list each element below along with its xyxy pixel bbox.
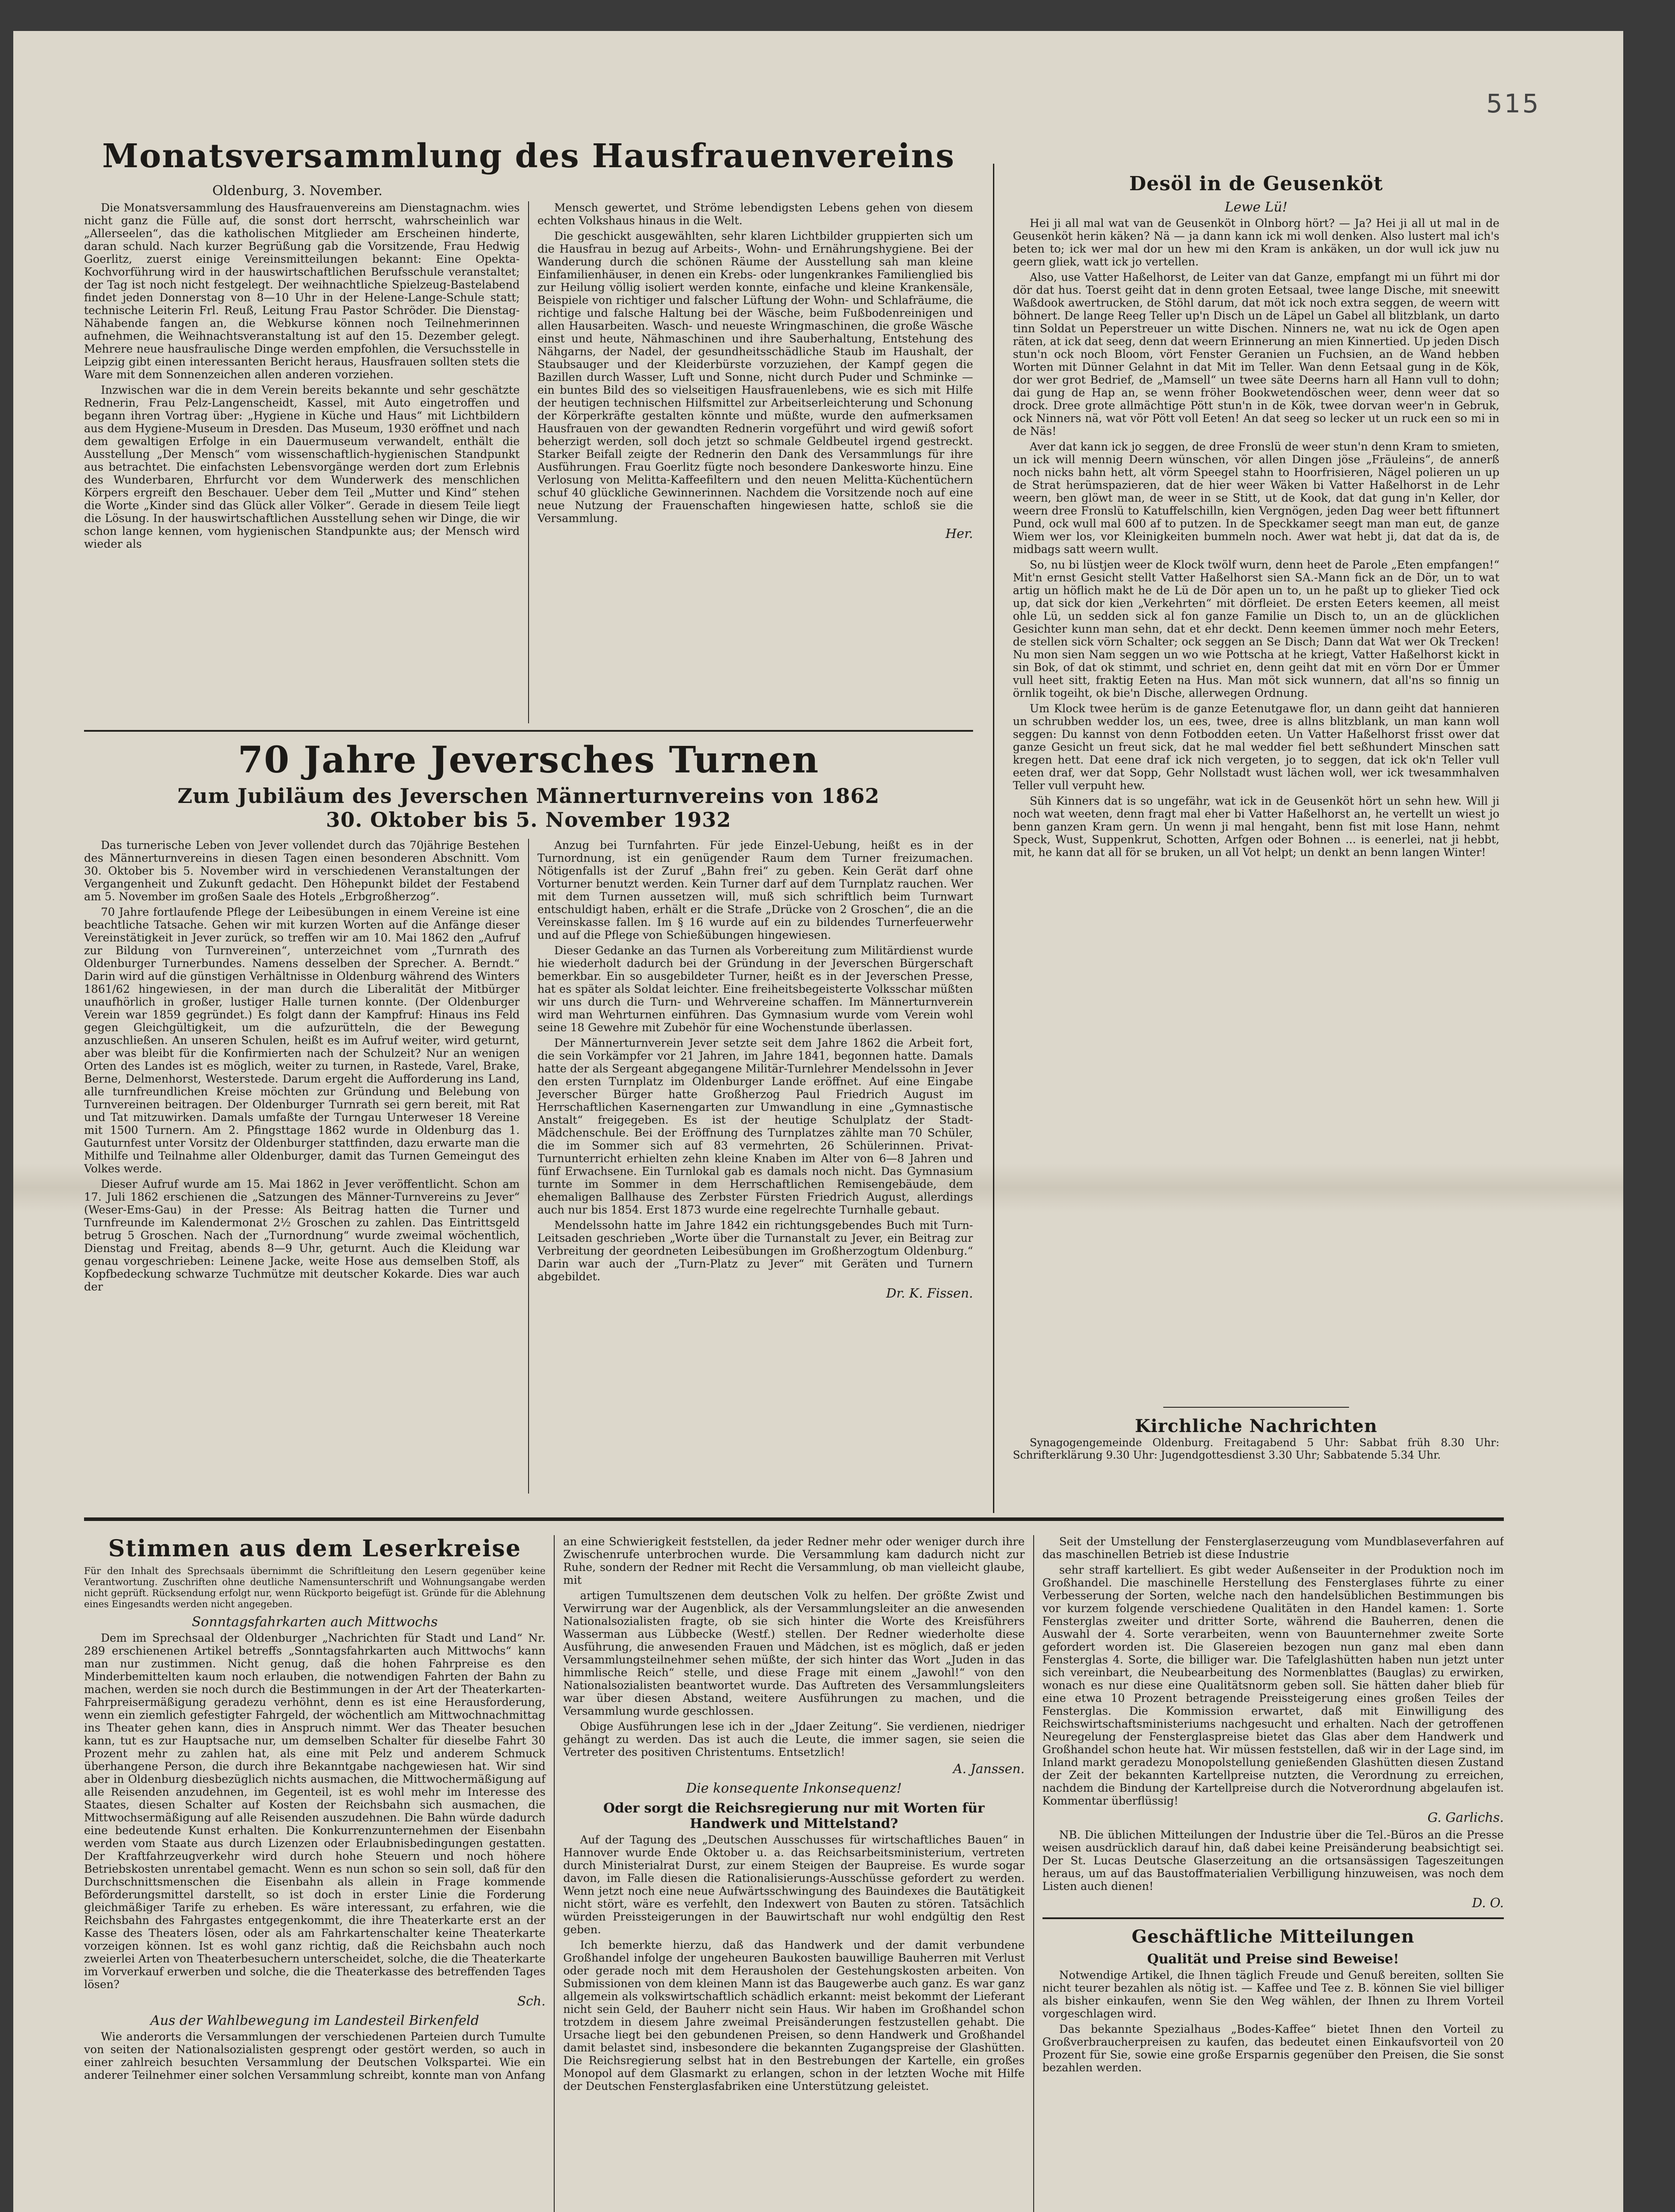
article-body — [84, 1535, 1504, 2212]
paragraph: sehr straff kartelliert. Es gibt weder Außenseiter in der Produktion noch im Großhandel. Die maschinelle Herstellung des Fensterglases führte zu einer Verbesserung der Sorten, welche nach den handelsüblichen Bestimmungen bis vor kurzem folgende verschiedene Qualitäten in den Handel kamen: 1. Sorte Fensterglas zweiter und dritter Sorte, während die Bauherren, denen die Auswahl der 4. Sorte verarbeiten, wenn von Bauunternehmer zweite Sorte gefordert worden ist. Die Glasereien bezogen nun ganz mal eben dann Fensterglas 4. Sorte, die billiger war. Die Tafelglashütten haben nun jetzt unter sich vereinbart, die Neubearbeitung des Normenblattes (Bauglas) zu erwirken, wonach es nur diese eine Qualitätsnorm geben soll. Sie hätten daher blieb für eine etwa 10 Prozent betragende Preissteigerung eines großen Teiles der Fensterglas. Die Kommission erwartet, daß mit Einwilligung des Reichswirtschaftsministeriums nachgesucht und erhalten. Nach der getroffenen Neuregelung der Fensterglaspreise bietet das Glas aber dem Handwerk und Großhandel schon heute hat. Wir müssen feststellen, daß wir in der Lage sind, im Inland markt geradezu Monopolstellung genießenden Glashütten diesen Zustand der Zeit der bekannten Kartellpreise nutzten, die Verordnung zu erreichen, nachdem die Bindung der Kartellpreise durch die Notverordnung abgelaufen ist. Kommentar überflüssig! — [1042, 1563, 1504, 1807]
paragraph: NB. Die üblichen Mitteilungen der Industrie über die Tel.-Büros an die Presse weisen ausdrücklich darauf hin, daß dabei keine Preisänderung beabsichtigt sei. Der St. Lucas Deutsche Glaserzeitung an die ortsansässigen Tageszeitungen heraus, um auf das Baustoffmaterialien Verbilligung hinzuweisen, was noch dem Listen auch dienen! — [1042, 1828, 1504, 1893]
paragraph: Wie anderorts die Versammlungen der verschiedenen Parteien durch Tumulte von seiten der Nationalsozialisten gesprengt oder gestört werden, so auch in einer zahlreich besuchten Versammlung der Deutschen Volkspartei. Wie ein anderer Teilnehmer einer solchen Versammlung schreibt, konnte man von Anfang an eine Schwierigkeit feststellen, da jeder Redner mehr oder weniger durch ihre Zwischenrufe unterbrochen wurde. Die Versammlung kam dadurch nicht zur Ruhe, sondern der Redner mit Recht die Versammlung, ob man vielleicht glaube, mit — [84, 1535, 1025, 2081]
headline-geschaeftlich: Geschäftliche Mitteilungen — [1131, 1926, 1414, 1947]
subtitle-turnen: Zum Jubiläum des Jeverschen Männerturnvereins von 1862 — [177, 784, 880, 808]
paragraph: Dem im Sprechsaal der Oldenburger „Nachrichten für Stadt und Land“ Nr. 289 erschienenen Artikel betreffs „Sonntagsfahrkarten auch Mittwochs“ kann man nur zustimmen. Nicht genug, daß die hohen Fahrpreise es den Minderbemittelten kaum noch erlauben, die notwendigen Fahrten der Bahn zu machen, werden sie noch durch die Bestimmungen in der Art der Theaterkarten-Fahrpreisermäßigung geradezu verhöhnt, denn es ist eine Herausforderung, wenn ein ziemlich gefestigter Fahrgeld, der wöchentlich am Mittwochnachmittag ins Theater gehen kann, dies in Anspruch nimmt. Wer das Theater besuchen kann, tut es zur Hauptsache nur, um demselben Schalter für dieselbe Fahrt 30 Prozent mehr zu zahlen hat, als eine mit Pelz und anderem Schmuck überhangene Person, die durch ihre Bekanntgabe nachgewiesen hat. Wir sind aber in Oldenburg diesbezüglich nichts ausmachen, die Mittwochermäßigung auf alle Reisenden anzudehnen, im Gegenteil, ist es wohl mehr im Interesse des Staates, diesen Schalter auf Kosten der Reichsbahn sich ausmachen, die Mittwochsermäßigung auf alle Reisenden auszudehnen. Die Bahn würde dadurch eine bedeutende Kunst erhalten. Die Konkurrenzunternehmen der Eisenbahn werden vom Staate aus durch Lizenzen oder Erlaubnisbedingungen gestatten. Der Kraftfahrzeugverkehr wird durch hohe Steuern und noch höhere Betriebskosten unrentabel gemacht. Wenn es nun schon so sein soll, daß für den Durchschnittsmenschen die Eisenbahn als allein in Frage kommende Beförderungsmittel darstellt, so ist doch in erster Linie die Forderung gleichmäßiger Tarife zu erheben. Es wäre interessant, zu erfahren, wie die Reichsbahn des Fahrgastes entgegenkommt, die ihre Theaterkarte erst an der Kasse des Theaters lösen, oder als am Fahrkartenschalter keine Theaterkarte vorzeigen können. Ist es wohl ganz richtig, daß die Reichsbahn auch noch zweierlei Arten von Theaterbesuchern unterscheidet, solche, die die Theaterkarte im Vorverkauf erwerben und solche, die die Theaterkasse des betreffenden Tages lösen? — [84, 1632, 546, 1991]
dates-turnen: 30. Oktober bis 5. November 1932 — [326, 808, 732, 832]
paragraph: Also, use Vatter Haßelhorst, de Leiter van dat Ganze, empfangt mi un führt mi dor dör dat hus. Toerst geiht dat in denn groten Eetsaal, twee lange Dische, mit sneewitt Waßdook awertrucken, de Stöhl darum, dat möt ick noch extra seggen, de weern witt böhnert. De lange Reeg Teller up'n Disch un de Läpel un Gabel all blitzblank, un darto tinn Soldat un Peperstreuer un witte Dischen. Ninners ne, wat nu ick de Ogen apen räten, at ick dat seeg, denn dat weern Erinnerung an mien Kinnertied. Up jeden Disch stun'n ock noch Bloom, vört Fenster Geranien un Fuchsien, an de Wand hebben Worten mit Dünner Gelahnt in dat Mit im Teller. Wan denn Eetsaal gung in de Kök, dor wer grot Bedrief, de „Mamsell“ un twee säte Deerns harn all Hann vull to dohn; dai gung de Hap an, se wenn fröher Bookwetendöschen weer, denn weer dat so drock. Dree grote allmächtige Pött stun'n in de Kök, twee dorvan weer'n in Gebruk, ock Ninners nä, wat vör Pött voll Eeten! An dat seeg so lecker ut un ruck een so mi in de Näs! — [1013, 271, 1499, 438]
headline-stimmen: Stimmen aus dem Leserkreise — [108, 1535, 521, 1562]
newspaper-page — [13, 31, 1623, 2212]
paragraph: Inzwischen war die in dem Verein bereits bekannte und sehr geschätzte Rednerin, Frau Pelz-Langenscheidt, Kassel, mit Auto eingetroffen und begann ihren Vortrag über: „Hygiene in Küche und Haus“ mit Lichtbildern aus dem Hygiene-Museum in Dresden. Das Museum, 1930 eröffnet und nach dem gewaltigen Erfolge in ein Dauermuseum verwandelt, enthält die Ausstellung „Der Mensch“ vom wissenschaftlich-hygienischen Standpunkt aus betrachtet. Die einfachsten Lebensvorgänge werden dort zum Erlebnis des Wunderbaren, Ehrfurcht vor dem Wunderwerk des menschlichen Körpers ergreift den Beschauer. Ueber dem Teil „Mutter und Kind“ stehen die Worte „Kinder sind das Glück aller Völker“. Gerade in diesem Teile liegt die Lösung. In der hauswirtschaftlichen Ausstellung sehen wir Dinge, die wir schon lange kennen, vom hygienischen Standpunkte aus; der Mensch wird wieder als — [84, 384, 520, 550]
headline-desoel: Desöl in de Geusenköt — [1129, 173, 1383, 195]
paragraph: Um Klock twee herüm is de ganze Eetenutgawe flor, un dann geiht dat hannieren un schrubben wedder los, un ees, twee, dree is allns blitzblank, un man kann woll seggen: Du kannst von denn Fotbodden eeten. Un Vatter Haßelhorst frisst ower dat ganze Gesicht un freut sick, dat he mal wedder fiel bett seßhundert Minschen satt kregen hett. Dat eene draf ick nich vergeten, jo to seggen, dat ick ok'n Teller vull eeten draf, wer dat Sopp, Gehr Nollstadt wust lächen woll, wer ick twesammhalven Teller vull verpuht hew. — [1013, 702, 1499, 792]
paragraph: Der Männerturnverein Jever setzte seit dem Jahre 1862 die Arbeit fort, die sein Vorkämpfer vor 21 Jahren, im Jahre 1841, begonnen hatte. Damals hatte der als Sergeant abgegangene Militär-Turnlehrer Mendelssohn in Jever den ersten Turnplatz im Oldenburger Lande eröffnet. Auf eine Eingabe Jeverscher Bürger hatte Großherzog Paul Friedrich August im Herrschaftlichen Kasernengarten zur Umwandlung in eine „Gymnastische Anstalt“ freigegeben. Es ist der heutige Schulplatz der Stadt-Mädchenschule. Bei der Eröffnung des Turnplatzes zählte man 70 Schüler, die im Sommer sich auf 83 vermehrten, 26 Schülerinnen. Privat-Turnunterricht erhielten zehn kleine Knaben im Alter von 6—8 Jahren und fünf Erwachsene. Ein Turnlokal gab es damals noch nicht. Das Gymnasium turnte im Sommer in dem Herrschaftlichen Remisengebäude, dem ehemaligen Ballhause des Zerbster Fürsten Friedrich August, allerdings auch nur bis 1854. Erst 1873 wurde eine regelrechte Turnhalle gebaut. — [537, 1037, 973, 1216]
signature: A. Janssen. — [953, 1761, 1025, 1776]
signature: D. O. — [1472, 1895, 1504, 1910]
subhead: Oder sorgt die Reichsregierung nur mit Worten für Handwerk und Mittelstand? — [603, 1801, 985, 1832]
paragraph: Auf der Tagung des „Deutschen Ausschusses für wirtschaftliches Bauen“ in Hannover wurde Ende Oktober u. a. das Reichsarbeitsministerium, vertreten durch Ministerialrat Durst, zur einem Steigen der Baupreise. Es wurde sogar davon, im Falle diesen die Rationalisierungs-Ausschüsse gefordert zu werden. Wenn jetzt noch eine neue Aufwärtsschwingung des Bauindexes die Bautätigkeit nicht stört, wäre es verfehlt, den Indexwert von Bauten zu stören. Tatsächlich würden Preissteigerungen in der Bauwirtschaft nur wohl endgültig den Rest geben. — [563, 1833, 1025, 1936]
divider — [84, 730, 973, 732]
paragraph: Dieser Gedanke an das Turnen als Vorbereitung zum Militärdienst wurde hie wiederholt dadurch bei der Gründung in der Jeverschen Bürgerschaft bemerkbar. Ein so ausgebildeter Turner, heißt es in der Jeverschen Presse, hat es später als Soldat leichter. Eine freiheitsbegeisterte Volksschar müßten wir uns durch die Turn- und Wehrvereine schaffen. Im Männerturnverein wird man Wehrturnen einführen. Das Gymnasium wurde vom Verein wohl seine 18 Gewehre mit Zubehör für eine Wochenstunde überlassen. — [537, 944, 973, 1034]
subhead: Sonntagsfahrkarten auch Mittwochs — [192, 1614, 438, 1630]
section-divider — [84, 1517, 1504, 1521]
paragraph: Hei ji all mal wat van de Geusenköt in Olnborg hört? — Ja? Hei ji all ut mal in de Geusenköt herin käken? Nä — ja dann kann ick mi woll denken. Also lustert mal ich's beten to; ick wer mal dor un hew mi den Kram is ankäken, un dor wull ick juw nu geern gliek, watt ick jo vertellen. — [1013, 217, 1499, 268]
paragraph: Ich bemerkte hierzu, daß das Handwerk und der damit verbundene Großhandel infolge der ungeheuren Baukosten bauwillige Bauherren mit Verlust oder gerade noch mit dem Herausholen der Gestehungskosten arbeiten. Von Submissionen von dem kleinen Mann ist das Baugewerbe auch ganz. Es war ganz allgemein als volkswirtschaftlich schädlich erkannt: meist bekommt der Lieferant nicht sein Geld, der Bauherr nicht sein Haus. Wir haben im Großhandel schon trotzdem in diesem Jahre zweimal Preisänderungen festzustellen gehabt. Die Ursache liegt bei den gebundenen Preisen, so denn Handwerk und Großhandel damit belastet sind, insbesondere die bekannten Zugangspreise der Glashütten. Die Reichsregierung selbst hat in den Bestrebungen der Kartelle, ein großes Monopol auf dem Glasmarkt zu erlangen, schon in der letzten Woche mit Hilfe der Deutschen Fensterglasfabriken eine Unterstützung geleistet. — [563, 1939, 1025, 2093]
article-desoel — [1013, 173, 1499, 1394]
subhead: Qualität und Preise sind Beweise! — [1147, 1951, 1399, 1967]
paragraph: Mensch gewertet, und Ströme lebendigsten Lebens gehen von diesem echten Volkshaus hinaus in die Welt. — [537, 201, 973, 227]
signature: Her. — [945, 526, 973, 541]
paragraph: artigen Tumultszenen dem deutschen Volk zu helfen. Der größte Zwist und Verwirrung war der Augenblick, als der Versammlungsleiter an die anwesenden Nationalsozialisten fragte, ob sie sich hinter die Worte des Kreisführers Wasserman aus Lübbecke (Westf.) stellen. Der Redner wiederholte diese Ausführung, die anwesenden Frauen und Mädchen, ist es möglich, daß er jeden Versammlungsteilnehmer sehen müßte, der sich hinter das Wort „Juden in das himmlische Reich“ stelle, und diese Frage mit einem „Jawohl!“ von den Nationalsozialisten beantwortet wurde. Das Auftreten des Versammlungsleiters war über diesen Abstand, weitere Ausführungen zu machen, und die Versammlung wurde geschlossen. — [563, 1589, 1025, 1717]
paragraph: Das turnerische Leben von Jever vollendet durch das 70jährige Bestehen des Männerturnvereins in diesen Tagen einen besonderen Abschnitt. Vom 30. Oktober bis 5. November wird in verschiedenen Veranstaltungen der Vergangenheit und Zukunft gedacht. Den Höhepunkt bildet der Festabend am 5. November im großen Saale des Hotels „Erbgroßherzog“. — [84, 839, 520, 903]
paragraph: Die geschickt ausgewählten, sehr klaren Lichtbilder gruppierten sich um die Hausfrau in bezug auf Arbeits-, Wohn- und Ernährungshygiene. Bei der Wanderung durch die schönen Räume der Ausstellung sah man kleine Einfamilienhäuser, in denen ein Krebs- oder lungenkrankes Familienglied bis zur Heilung völlig isoliert werden konnte, einfache und kleine Krankensäle, Beispiele von richtiger und falscher Lüftung der Wohn- und Schlafräume, die richtige und falsche Haltung bei der Wäsche, beim Fußbodenreinigen und allen Hausarbeiten. Wasch- und neueste Wringmaschinen, die große Wäsche einst und heute, Nähmaschinen und ihre Sauberhaltung, Entstehung des Nähgarns, der Nadel, der gesundheitsschädliche Staub im Haushalt, der Staubsauger und der Kleiderbürste vorzuziehen, der Kampf gegen die Bazillen durch Wasser, Luft und Sonne, nicht durch Puder und Schminke — ein buntes Bild des so vielseitigen Hausfrauenlebens, wie es sich mit Hilfe der heutigen technischen Hilfsmittel zur Arbeitserleichterung und Schonung der Körperkräfte gestalten könnte und müßte, wurde den aufmerksamen Hausfrauen von der gewandten Rednerin vorgeführt und wird gewiß sofort beherzigt werden, soll doch jetzt so schmale Geldbeutel irgend gestreckt. Starker Beifall zeigte der Rednerin den Dank des Versammlungs für ihre Ausführungen. Frau Goerlitz fügte noch besondere Dankesworte hinzu. Eine Verlosung von Melitta-Kaffeefiltern und den neuen Melitta-Küchentüchern schuf 40 glückliche Gewinnerinnen. Nachdem die Vorsitzende noch auf eine neue Nutzung der Frauenschaften hingewiesen hatte, schloß sie die Versammlung. — [537, 230, 973, 525]
page-number: 515 — [1486, 88, 1541, 119]
paragraph: Mendelssohn hatte im Jahre 1842 ein richtungsgebendes Buch mit Turn-Leitsaden geschrieben „Worte über die Turnanstalt zu Jever, ein Beitrag zur Verbreitung der geordneten Leibesübungen im Großherzogtum Oldenburg.“ Darin war auch der „Turn-Platz zu Jever“ mit Geräten und Turnern abgebildet. — [537, 1219, 973, 1283]
disclaimer: Für den Inhalt des Sprechsaals übernimmt die Schriftleitung den Lesern gegenüber keine Verantwortung. Zuschriften ohne deutliche Namensunterschrift und Wohnungsangabe werden nicht geprüft. Rücksendung erfolgt nur, wenn Rückporto beigefügt ist. Gründe für die Ablehnung eines Eingesandts werden nicht angegeben. — [84, 1566, 546, 1609]
headline-turnen: 70 Jahre Jeversches Turnen — [238, 739, 820, 781]
headline-kirchlich: Kirchliche Nachrichten — [1135, 1416, 1378, 1436]
byline: Lewe Lü! — [1225, 200, 1288, 215]
paragraph: Synagogengemeinde Oldenburg. Freitagabend 5 Uhr: Sabbat früh 8.30 Uhr: Schrifterklärung 9.30 Uhr: Jugendgottesdienst 3.30 Uhr; Sabbatende 5.34 Uhr. — [1013, 1436, 1499, 1461]
paragraph: Seit der Umstellung der Fensterglaserzeugung vom Mundblaseverfahren auf das maschinellen Betrieb ist diese Industrie — [1042, 1535, 1504, 1561]
paragraph: So, nu bi lüstjen weer de Klock twölf wurn, denn heet de Parole „Eten empfangen!“ Mit'n ernst Gesicht stellt Vatter Haßelhorst sien SA.-Mann fick an de Dör, un to wat artig un höflich makt he de Lü de Dör apen un to, un he paßt up to glieker Tied ock up, dat sick dor kien „Verkehrten“ mit dörfleiet. De ersten Eeters keemen, all meist ohle Lü, un sedden sick al fon ganze Familie un Disch to, un an de glücklichen Gesichter kunn man sehn, dat et ehr deckt. Denn keemen ümmer noch mehr Eeters, de stellen sick vörn Schalter; ock seggen an Se Disch; Dann dat Wat wer Ok Trecken! Nu mon sien Nam seggen un wo wie Pottscha at he kriegt, Vatter Haßelhorst kickt in sin Bok, of dat ok stimmt, und schriet en, denn geiht dat mit en vörn Dor er Ümmer vull heet sitt, fraktig Eeten na Hus. Man möt sick wunnern, dat all'ns so finnig un örnlik togeiht, ok bie'n Dische, allerwegen Ordnung. — [1013, 558, 1499, 699]
article-body — [84, 839, 973, 1494]
article-kirchlich — [1013, 1416, 1499, 1504]
divider — [1043, 1917, 1504, 1919]
signature: Dr. K. Fissen. — [886, 1286, 973, 1301]
article-stimmen — [84, 1535, 1504, 2212]
paragraph: Anzug bei Turnfahrten. Für jede Einzel-Uebung, heißt es in der Turnordnung, ist ein genügender Raum dem Turner freizumachen. Nötigenfalls ist der Zuruf „Bahn frei“ zu geben. Kein Gerät darf ohne Vorturner benutzt werden. Kein Turner darf auf dem Turnplatz rauchen. Wer mit dem Turnen aussetzen will, muß sich schriftlich beim Turnwart entschuldigt haben, erhält er die Strafe „Drücke von 2 Groschen“, die an die Vereinskasse fallen. Im § 16 wurde auf ein zu bildendes Turnerfeuerwehr und auf die Pflege von Schießübungen hingewiesen. — [537, 839, 973, 941]
paragraph: Aver dat kann ick jo seggen, de dree Fronslü de weer stun'n denn Kram to smieten, un ick will mennig Deern wünschen, vör allen Dingen jöse „Fräuleins“, de annerß noch nicks bahn hett, alt vörm Speegel stahn to Hoorfrisieren, Nägel polieren un up de Strat herümspazieren, dat de hier weer Wäken bi Vatter Haßelhorst in de Lehr weern, ben glöwt man, de weer in se Stitt, ut de Kook, dat dat gung in'n Keller, dor weern dree Fronslü to Katuffelschilln, kien Vergnögen, jeden Dag weer bett fiftunnert Pund, ock wull mal 600 af to putzen. In de Speckkamer seegt man man eut, de ganze Wiem wer los, vor Kleinigkeiten bummeln noch. Awer wat hebt ji, dat dat da is, de midbags satt weern wullt. — [1013, 440, 1499, 556]
signature: G. Garlichs. — [1427, 1810, 1504, 1825]
column-rule — [993, 164, 994, 1513]
paragraph: Dieser Aufruf wurde am 15. Mai 1862 in Jever veröffentlicht. Schon am 17. Juli 1862 erschienen die „Satzungen des Männer-Turnvereins zu Jever“ (Weser-Ems-Gau) in der Presse: Als Beitrag hatten die Turner und Turnfreunde im Kalendermonat 2½ Groschen zu zahlen. Das Eintrittsgeld betrug 5 Groschen. Nach der „Turnordnung“ wurde zweimal wöchentlich, Dienstag und Freitag, abends 8—9 Uhr, geturnt. Auch die Kleidung war genau vorgeschrieben: Leinene Jacke, weite Hose aus demselben Stoff, als Kopfbedeckung schwarze Tuchmütze mit deutscher Kokarde. Dies war auch der — [84, 1178, 520, 1293]
paragraph: Die Monatsversammlung des Hausfrauenvereins am Dienstagnachm. wies nicht ganz die Fülle auf, die sonst dort herrscht, wahrscheinlich war „Allerseelen“, das die katholischen Mitglieder am Erscheinen hinderte, daran schuld. Nach kurzer Begrüßung gab die Vorsitzende, Frau Hedwig Goerlitz, zuerst einige Vereinsmitteilungen bekannt: Eine Opekta-Kochvorführung wird in der hauswirtschaftlichen Berufsschule veranstaltet; der Tag ist noch nicht festgelegt. Der weihnachtliche Spielzeug-Bastelabend findet jeden Donnerstag von 8—10 Uhr in der Helene-Lange-Schule statt; technische Leiterin Frl. Reuß, Leitung Frau Pastor Schröder. Die Dienstag-Nähabende fangen an, die Webkurse können noch Teilnehmerinnen aufnehmen, die Weihnachtsveranstaltung ist auf den 15. Dezember gelegt. Mehrere neue hausfraulische Dinge werden empfohlen, die Versuchsstelle in Leipzig gibt einen interessanten Bericht heraus, Hausfrauen sollten stets die Ware mit dem Sonnenzeichen allen anderen vorziehen. — [84, 201, 520, 381]
article-turnen — [84, 739, 973, 1509]
paragraph: Notwendige Artikel, die Ihnen täglich Freude und Genuß bereiten, sollten Sie nicht teurer bezahlen als nötig ist. — Kaffee und Tee z. B. können Sie viel billiger als bisher einkaufen, wenn Sie den Weg wählen, der Ihnen zu Ihrem Vorteil vorgeschlagen wird. — [1042, 1969, 1504, 2020]
paragraph: 70 Jahre fortlaufende Pflege der Leibesübungen in einem Vereine ist eine beachtliche Tatsache. Gehen wir mit kurzen Worten auf die Anfänge dieser Vereinstätigkeit in Jever zurück, so treffen wir am 10. Mai 1862 den „Aufruf zur Bildung von Turnvereinen“, unterzeichnet vom „Turnrath des Oldenburger Turnerbundes. Namens desselben der Sprecher. A. Berndt.“ Darin wird auf die günstigen Verhältnisse in Oldenburg während des Winters 1861/62 hingewiesen, in der man durch die Liberalität der Mitbürger unaufhörlich in großer, lustiger Halle turnen konnte. (Der Oldenburger Verein war 1859 gegründet.) Es folgt dann der Kampfruf: Hinaus ins Feld gegen Gleichgültigkeit, um die aufzurütteln, die der Bewegung anzuschließen. An unseren Schulen, heißt es im Aufruf weiter, wird geturnt, aber was bleibt für die Konfirmierten nach der Schulzeit? Nur an wenigen Orten des Landes ist es möglich, weiter zu turnen, in Rastede, Varel, Brake, Berne, Delmenhorst, Westerstede. Darum ergeht die Aufforderung ins Land, alle turnfreundlichen Kreise möchten zur Gründung und Belebung von Turnvereinen beitragen. Der Oldenburger Turnrath sei gern bereit, mit Rat und Tat mitzuwirken. Damals umfaßte der Turngau Unterweser 18 Vereine mit 1500 Turnern. Am 2. Pfingsttage 1862 wurde in Oldenburg das 1. Gauturnfest unter Vorsitz der Oldenburger stattfinden, dazu erwarte man die Mithilfe und Teilnahme aller Oldenburger, damit das Turnen Gemeingut des Volkes werde. — [84, 906, 520, 1175]
paragraph: Obige Ausführungen lese ich in der „Jdaer Zeitung“. Sie verdienen, niedriger gehängt zu werden. Das ist auch die Leute, die immer sagen, sie seien die Vertreter des positiven Christentums. Entsetzlich! — [563, 1720, 1025, 1759]
subhead: Die konsequente Inkonsequenz! — [686, 1781, 902, 1796]
subhead: Aus der Wahlbewegung im Landesteil Birkenfeld — [150, 2013, 479, 2028]
paragraph: Süh Kinners dat is so ungefähr, wat ick in de Geusenköt hört un sehn hew. Will ji noch wat weeten, denn fragt mal eher bi Vatter Haßelhorst an, he vertellt un wiest jo benn ganzen Kram gern. Un wenn ji mal hengaht, benn fist mit lose Hann, nehmt Speck, Wust, Suppenkrut, Schotten, Arfgen oder Bohnen ... is eenerlei, nat ji hebbt, mit, he kann dat all för se bruken, un all Vot helpt; un denkt an benn langen Winter! — [1013, 795, 1499, 859]
article-hausfrauen — [84, 137, 973, 726]
divider — [1163, 1407, 1349, 1408]
signature: Sch. — [517, 1993, 546, 2008]
headline-hausfrauen: Monatsversammlung des Hausfrauenvereins — [102, 137, 955, 175]
article-body — [84, 201, 973, 723]
paragraph: Das bekannte Spezialhaus „Bodes-Kaffee“ bietet Ihnen den Vorteil zu Großverbraucherpreisen zu kaufen, das bedeutet einen Einkaufsvorteil von 20 Prozent für Sie, sowie eine große Ersparnis gegenüber den Preisen, die Sie sonst bezahlen werden. — [1042, 2023, 1504, 2074]
dateline: Oldenburg, 3. November. — [212, 183, 383, 199]
